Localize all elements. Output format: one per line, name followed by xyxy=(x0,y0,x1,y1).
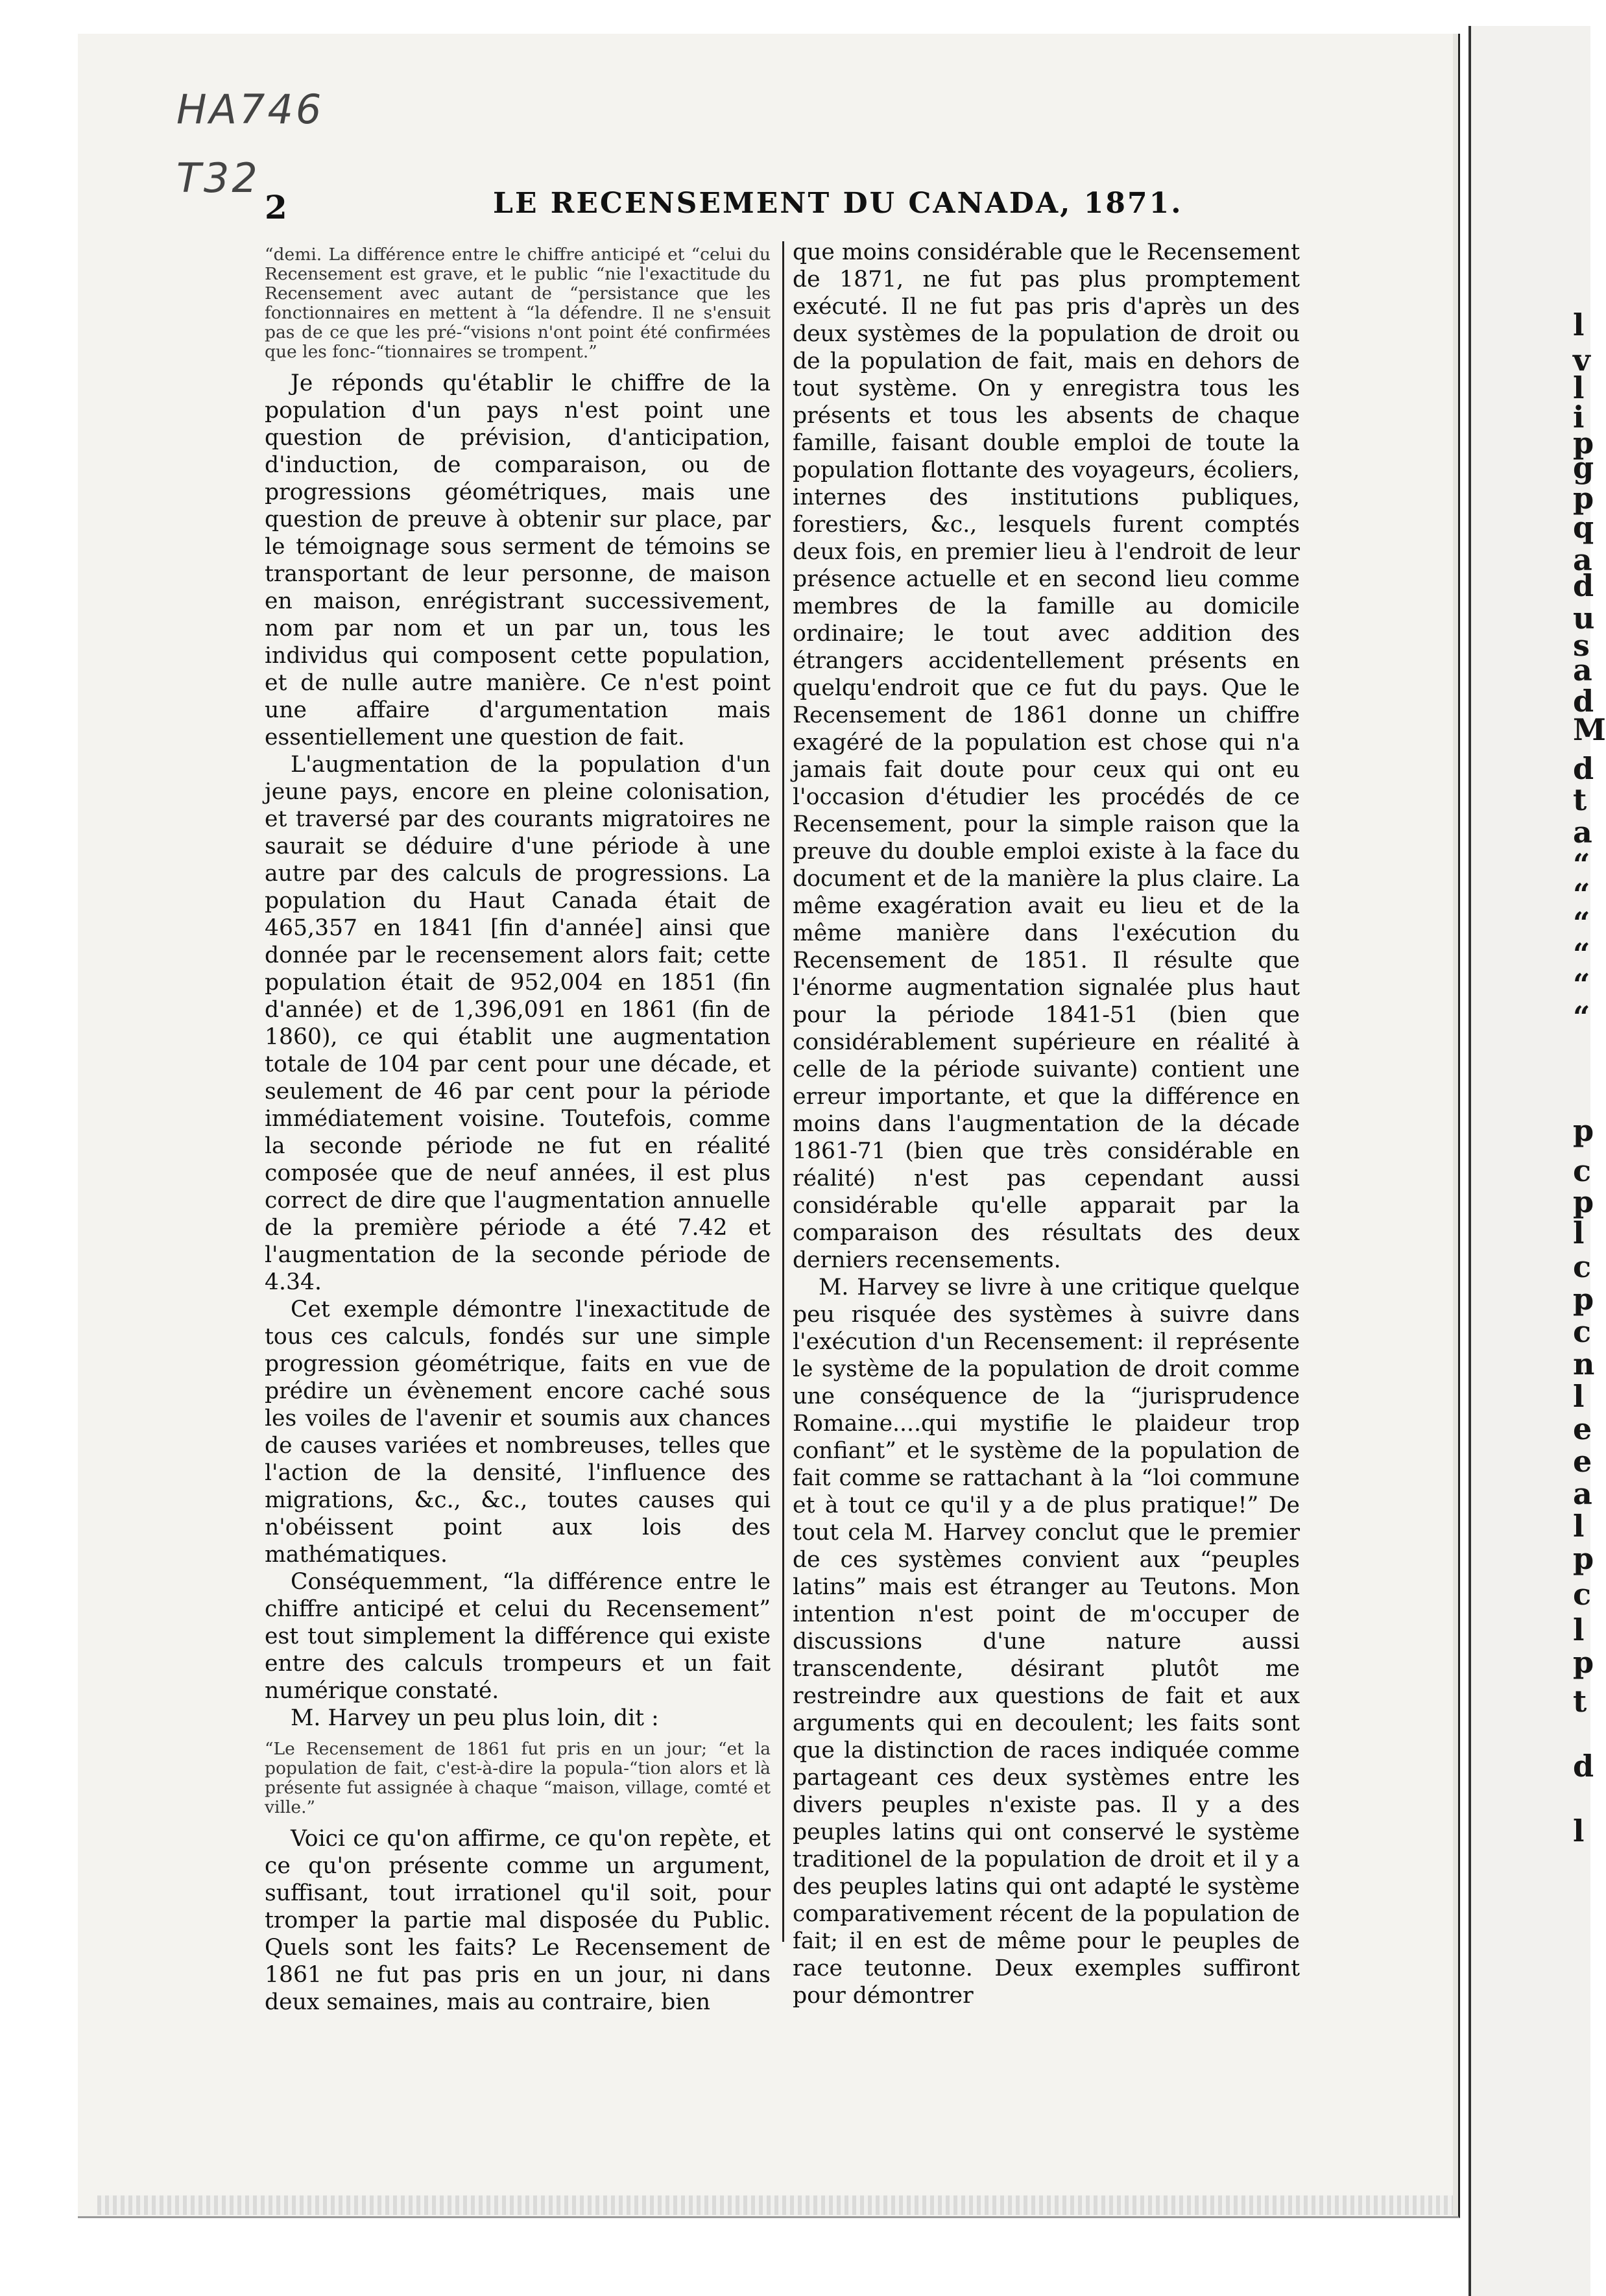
page-bottom-edge xyxy=(97,2195,1453,2215)
facing-page-letter: u xyxy=(1573,601,1595,636)
facing-page-letter: p xyxy=(1573,1113,1594,1148)
facing-page-letter: d xyxy=(1573,751,1594,786)
facing-page-letter: c xyxy=(1573,1249,1592,1284)
facing-page-edge xyxy=(1468,26,1590,2296)
facing-page-letter: l xyxy=(1573,1215,1585,1250)
facing-page-letter: l xyxy=(1573,1612,1585,1647)
facing-page-letter: c xyxy=(1573,1577,1592,1612)
facing-page-letter: l xyxy=(1573,1509,1585,1544)
facing-page-letter: a xyxy=(1573,542,1592,577)
paragraph: L'augmentation de la population d'un jeune pays, encore en pleine colonisation, et traversé par des courants migratoires ne saurait se déduire d'une période à une autre par des calculs de progressions. La population du Haut Canada était de 465,357 en 1841 [fin d'année] ainsi que donnée par le recensement alors fait; cette population était de 952,004 en 1851 (fin d'année) et de 1,396,091 en 1861 (fin de 1860), ce qui établit une augmentation totale de 104 par cent pour une décade, et seulement de 46 par cent pour la période immédiatement voisine. Toutefois, comme la seconde période ne fut en réalité composée que de neuf années, il est plus correct de dire que l'augmentation annuelle de la première période a été 7.42 et l'augmentation de la seconde période de 4.34. xyxy=(265,752,771,1295)
facing-page-letter: “ xyxy=(1573,877,1590,912)
facing-page-letter: q xyxy=(1573,510,1594,545)
facing-page-letter: p xyxy=(1573,1282,1594,1317)
facing-page-letter: “ xyxy=(1573,999,1590,1034)
facing-page-letter: p xyxy=(1573,1184,1594,1219)
left-column xyxy=(265,245,771,2016)
facing-page-letter: “ xyxy=(1573,905,1590,940)
facing-page-letter: a xyxy=(1573,652,1592,688)
paragraph: M. Harvey un peu plus loin, dit : xyxy=(291,1705,659,1731)
pencil-call-number: HA746 xyxy=(176,86,324,133)
facing-page-letter: t xyxy=(1573,1684,1587,1719)
paragraph: M. Harvey se livre à une critique quelque peu risquée des systèmes à suivre dans l'exécution d'un Recensement: il représente le système de la population de droit comme une conséquence de la “jurisprudence Romaine....qui mystifie le plaideur trop confiant” et le système de la population de fait comme se rattachant à la “loi commune et à tout ce qu'il y a de plus pratique!” De tout cela M. Harvey conclut que le premier de ces systèmes convient aux “peuples latins” mais est étranger au Teutons. Mon intention n'est point de m'occuper de discussions d'une nature aussi transcendente, désirant plutôt me restreindre aux questions de fait et aux arguments qui en decoulent; les faits sont que la distinction de races indiquée comme partageant ces deux systèmes entre les divers peuples n'existe pas. Il y a des peuples latins qui ont conservé le système traditionel de la population de droit et il y a des peuples latins qui ont adapté le système comparativement récent de la population de fait; il en est de même pour le peuples de race teutonne. Deux exemples suffiront pour démontrer xyxy=(793,1274,1300,2009)
facing-page-letter: v xyxy=(1573,342,1590,377)
facing-page-letter: c xyxy=(1573,1314,1592,1349)
continued-paragraph: que moins considérable que le Recensement de 1871, ne fut pas plus promptement exécuté. Il ne fut pas pris d'après un des deux systèmes de la population de droit ou de la population de fait, mais en dehors de tout système. On y enregistra tous les présents et tous les absents de chaque famille, faisant double emploi de toute la population flottante des voyageurs, écoliers, internes des institutions publiques, forestiers, &c., lesquels furent comptés deux fois, en premier lieu à l'endroit de leur présence actuelle et en second lieu comme membres de la famille au domicile ordinaire; le tout avec addition des étrangers accidentellement présents en quelqu'endroit que ce fut du pays. Que le Recensement de 1861 donne un chiffre exagéré de la population est chose qui n'a jamais fait doute pour ceux qui ont eu l'occasion d'étudier les procédés de ce Recensement, pour la simple raison que la preuve du double emploi existe à la face du document et de la manière la plus claire. La même exagération avait eu lieu et de la même manière dans l'exécution du Recensement de 1851. Il résulte que l'énorme augmentation signalée plus haut pour la période 1841-51 (bien que considérablement supérieure en réalité à celle de la période suivante) contient une erreur importante, et que la différence en moins dans l'augmentation de la décade 1861-71 (bien que très considérable en réalité) n'est pas cependant aussi considérable qu'elle apparait par la comparaison des résultats des deux derniers recensements. xyxy=(793,239,1300,1273)
running-head: LE RECENSEMENT DU CANADA, 1871. xyxy=(493,187,1183,220)
facing-page-letter: p xyxy=(1573,481,1594,516)
facing-page-letter: i xyxy=(1573,400,1585,435)
facing-page-letter: “ xyxy=(1573,937,1590,972)
facing-page-letter: p xyxy=(1573,425,1594,460)
page-number: 2 xyxy=(265,188,287,226)
paragraph: Conséquemment, “la différence entre le chiffre anticipé et celui du Recensement” est tout simplement la différence qui existe entre des calculs trompeurs et un fait numérique constaté. xyxy=(265,1569,771,1704)
right-column xyxy=(793,239,1300,2009)
facing-page-letter: l xyxy=(1573,307,1585,342)
facing-page-letter: c xyxy=(1573,1153,1592,1188)
facing-page-letter: t xyxy=(1573,782,1587,817)
facing-page-letter: e xyxy=(1573,1444,1592,1479)
facing-page-letter: a xyxy=(1573,815,1592,850)
facing-page-letter: l xyxy=(1573,370,1585,405)
facing-page-letter: a xyxy=(1573,1476,1592,1511)
facing-page-letter: e xyxy=(1573,1411,1592,1446)
paragraph: Je réponds qu'établir le chiffre de la population d'un pays n'est point une question de prévision, d'anticipation, d'induction, de comparaison, ou de progressions géométriques, mais une question de preuve à obtenir sur place, par le témoignage sous serment de témoins se transportant de leur personne, de maison en maison, enrégistrant successivement, nom par nom et un par un, tous les individus qui composent cette population, et de nulle autre manière. Ce n'est point une affaire d'argumentation mais essentiellement une question de fait. xyxy=(265,370,771,750)
facing-page-letter: “ xyxy=(1573,847,1590,882)
column-divider xyxy=(782,241,784,1942)
paragraph: Cet exemple démontre l'inexactitude de tous ces calculs, fondés sur une simple progression géométrique, faits en vue de prédire un évènement encore caché sous les voiles de l'avenir et soumis aux chances de causes variées et nombreuses, telles que l'action de la densité, l'influence des migrations, &c., &c., toutes causes qui n'obéissent point aux lois des mathématiques. xyxy=(265,1297,771,1568)
facing-page-letter: d xyxy=(1573,568,1594,603)
quoted-passage: “Le Recensement de 1861 fut pris en un jour; “et la population de fait, c'est-à-dire la popula-“tion alors et là présente fut assignée à chaque “maison, village, comté et ville.” xyxy=(265,1739,771,1817)
facing-page-letter: p xyxy=(1573,1645,1594,1680)
facing-page-letter: “ xyxy=(1573,967,1590,1002)
facing-page-letter: l xyxy=(1573,1813,1585,1848)
facing-page-letter: s xyxy=(1573,628,1590,663)
paragraph: Voici ce qu'on affirme, ce qu'on repète, et ce qu'on présente comme un argument, suffisant, tout irrationel qu'il soit, pour tromper la partie mal disposée du Public. Quels sont les faits? Le Recensement de 1861 ne fut pas pris en un jour, ni dans deux semaines, mais au contraire, bien xyxy=(265,1826,771,2015)
pencil-call-suffix: T32 xyxy=(176,154,260,202)
quoted-passage: “demi. La différence entre le chiffre anticipé et “celui du Recensement est grave, et le public “nie l'exactitude du Recensement avec autant de “persistance que les fonctionnaires en mettent à “la défendre. Il ne s'ensuit pas de ce que les pré-“visions n'ont point été confirmées que les fonc-“tionnaires se trompent.” xyxy=(265,245,771,362)
facing-page-letter: d xyxy=(1573,684,1594,719)
facing-page-letter: l xyxy=(1573,1379,1585,1414)
facing-page-letter: g xyxy=(1573,450,1594,485)
facing-page-letter: d xyxy=(1573,1749,1594,1784)
facing-page-letter: p xyxy=(1573,1541,1594,1576)
facing-page-letter: M xyxy=(1573,712,1606,747)
facing-page-letter: n xyxy=(1573,1346,1595,1381)
